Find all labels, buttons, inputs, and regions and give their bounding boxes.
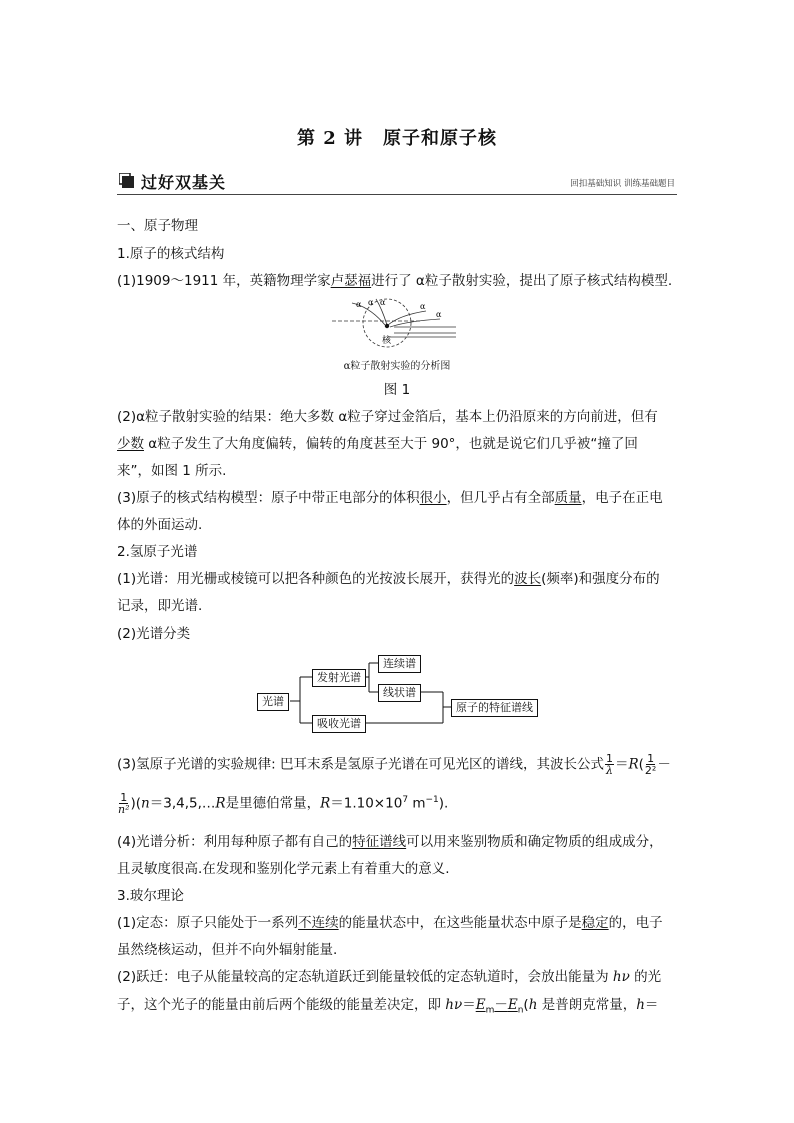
paragraph-8-line-2: 虽然绕核运动，但并不向外辐射能量. [117,942,338,958]
subheading-bohr-theory: 3.玻尔理论 [117,888,184,904]
answer-minority: 少数 [117,436,144,452]
paragraph-2-line-1: (2)α粒子散射实验的结果：绝大多数 α粒子穿过金箔后，基本上仍沿原来的方向前进，但有 [117,409,658,425]
lecture-number: 第 2 讲 [296,128,364,149]
alpha-label: α [368,298,374,307]
paragraph-8-line-1: (1)定态：原子只能处于一系列不连续的能量状态中，在这些能量状态中原子是稳定的，电子 [117,915,663,931]
fraction-one-over-n-squared: $\frac{1}{\text{n²}}$ [118,791,130,816]
answer-wavelength: 波长 [514,571,542,587]
paragraph-1: (1)1909～1911 年，英籍物理学家卢瑟福进行了 α粒子散射实验，提出了原子核式结构模型. [117,273,673,289]
paragraph-2-line-3: 来”，如图 1 所示. [117,463,227,479]
alpha-label: α [356,300,362,309]
paragraph-6-line-1: (3)氢原子光谱的实验规律: 巴耳末系是氢原子光谱在可见光区的谱线，其波长公式 $\frac{1}{\lambda}$ ＝R( $\frac{1}{\text{2²}}$ － [117,752,671,777]
paragraph-9-line-2: 子，这个光子的能量由前后两个能级的能量差决定，即 $h\nu=E_m-E_n(h$ 是普朗克常量，h＝ [117,997,659,1016]
nucleus-label: 核 [382,336,392,346]
paragraph-4-line-2: 记录，即光谱. [117,598,203,614]
section-subtitle: 回扣基础知识 训练基础题目 [570,179,675,189]
paragraph-6-line-2: $\frac{1}{\text{n²}}$ )(n＝3,4,5,…R是里德伯常量，$R=1.10\times 10^7$ $m^{-1}$). [118,791,449,816]
answer-mass: 质量 [554,490,582,506]
alpha-label: α [380,298,386,307]
section-square-icon [119,173,134,188]
answer-discontinuous: 不连续 [298,915,339,931]
answer-characteristic-lines: 特征谱线 [352,834,407,850]
box-emission-spectrum: 发射光谱 [312,669,366,687]
paragraph-3-line-2: 体的外面运动. [117,517,203,533]
heading-atomic-physics: 一、原子物理 [117,218,198,234]
answer-energy-difference: $E_m-E_n$ [475,997,524,1016]
paragraph-9-line-1: (2)跃迁：电子从能量较高的定态轨道跃迁到能量较低的定态轨道时，会放出能量为 hν 的光 [117,969,662,985]
nucleus-dot [385,324,389,328]
fraction-one-over-lambda: $\frac{1}{\lambda}$ [605,752,613,777]
alpha-scattering-figure [330,297,464,357]
answer-very-small: 很小 [419,490,447,506]
spectrum-classification-diagram [255,655,545,739]
subheading-nuclear-structure: 1.原子的核式结构 [117,246,225,262]
paragraph-2-line-2: 少数 α粒子发生了大角度偏转，偏转的角度甚至大于 90°，也就是说它们几乎被“撞了回 [117,436,638,452]
section-header [117,170,677,195]
box-characteristic-lines: 原子的特征谱线 [451,699,538,717]
alpha-label: α [436,310,442,319]
lecture-topic: 原子和原子核 [383,128,498,149]
figure-caption: α粒子散射实验的分析图 [343,361,451,372]
paragraph-5: (2)光谱分类 [117,626,191,642]
paragraph-4-line-1: (1)光谱：用光栅或棱镜可以把各种颜色的光按波长展开，获得光的波长(频率)和强度分布的 [117,571,660,587]
subheading-hydrogen-spectrum: 2.氢原子光谱 [117,544,198,560]
box-line-spectrum: 线状谱 [378,684,421,702]
answer-stable: 稳定 [581,915,609,931]
fraction-one-over-two-squared: $\frac{1}{\text{2²}}$ [644,752,657,777]
paragraph-7-line-2: 且灵敏度很高.在发现和鉴别化学元素上有着重大的意义. [117,861,450,877]
alpha-label: α [420,302,426,311]
box-absorption-spectrum: 吸收光谱 [312,715,366,733]
section-title: 过好双基关 [141,173,227,192]
box-spectrum: 光谱 [257,693,289,711]
box-continuous-spectrum: 连续谱 [378,655,421,673]
figure-number: 图 1 [383,382,411,398]
paragraph-7-line-1: (4)光谱分析：利用每种原子都有自己的特征谱线可以用来鉴别物质和确定物质的组成成分， [117,834,663,850]
page-title [0,124,794,150]
paragraph-3-line-1: (3)原子的核式结构模型：原子中带正电部分的体积很小，但几乎占有全部质量，电子在正电 [117,490,663,506]
answer-rutherford: 卢瑟福 [330,273,372,289]
